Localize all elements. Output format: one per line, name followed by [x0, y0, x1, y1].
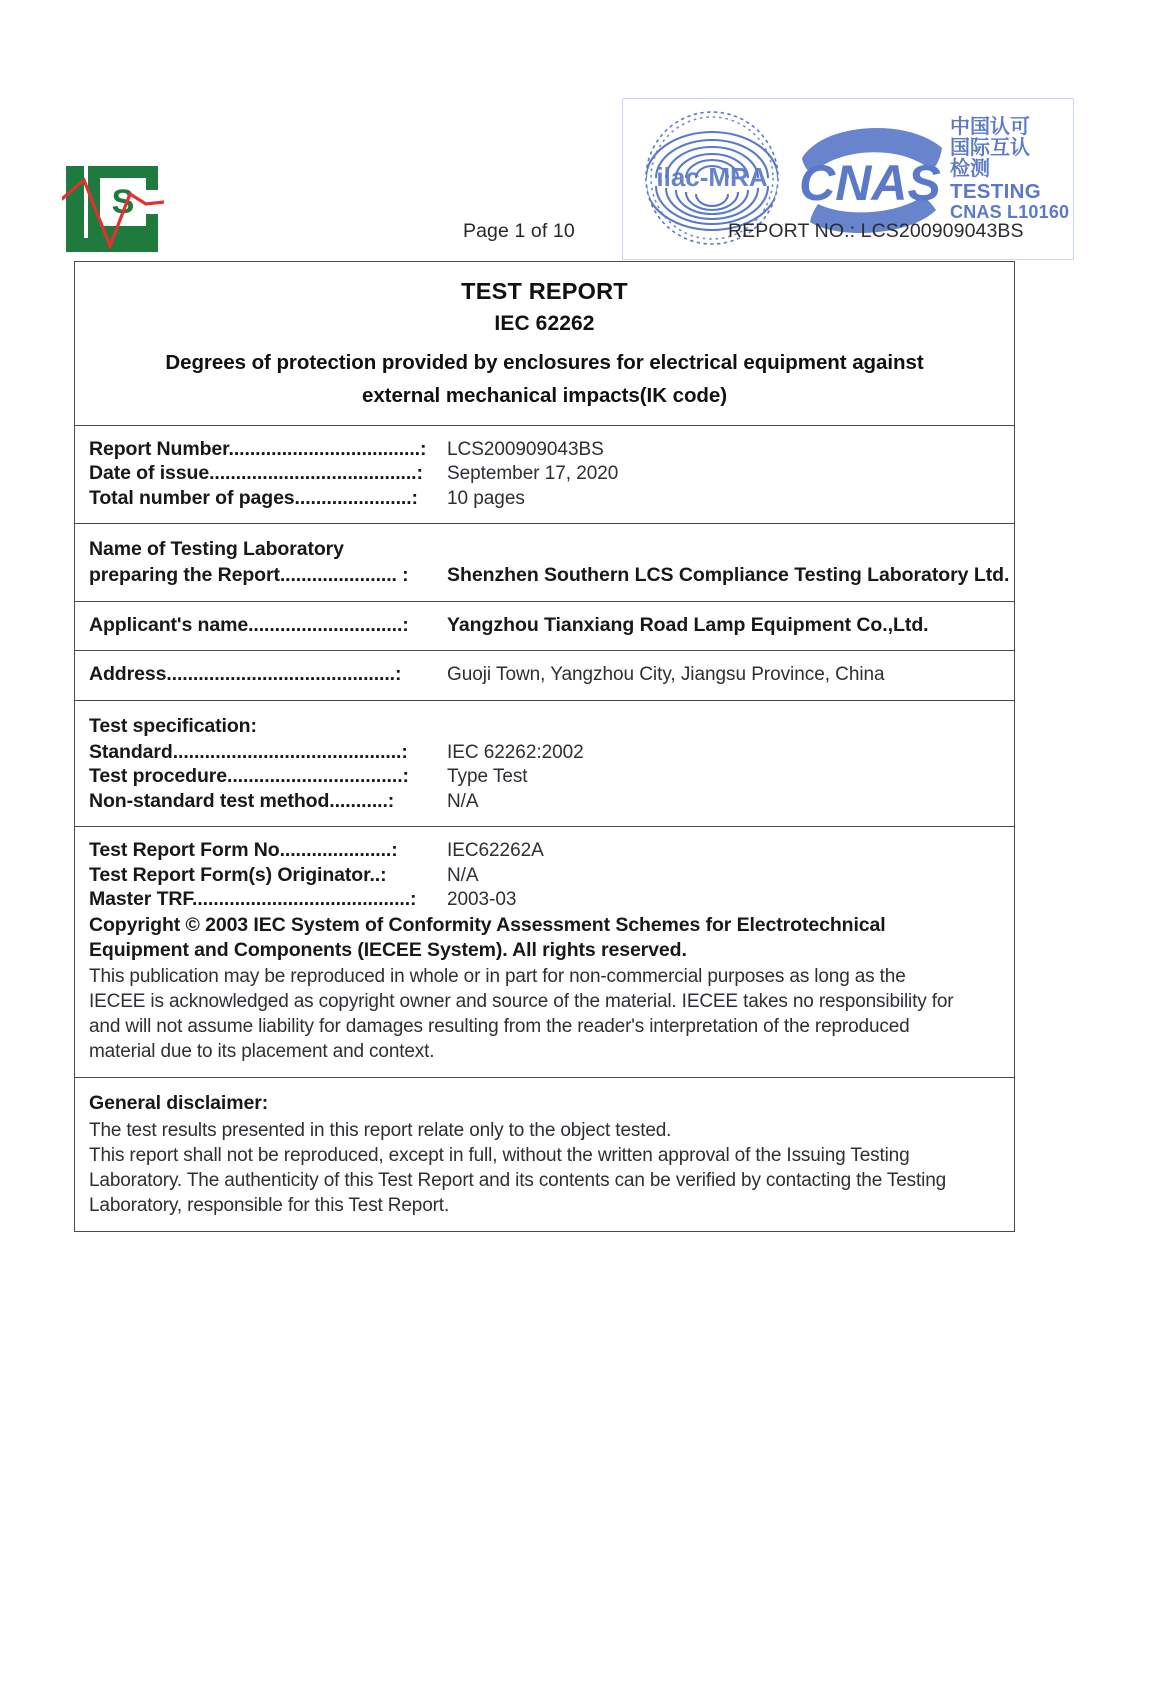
cnas-cn-line-2: 国际互认 [950, 135, 1030, 160]
table-row [75, 665, 1014, 685]
report-title-section [75, 262, 1014, 426]
table-row [75, 890, 1014, 910]
address-value: Guoji Town, Yangzhou City, Jiangsu Province, China [447, 664, 885, 686]
disclaimer-line-3: Laboratory. The authenticity of this Test Report and its contents can be verified by contacting the Testing [89, 1169, 947, 1191]
test-report-form-no-value: IEC62262A [447, 840, 544, 862]
svg-text:S: S [111, 183, 135, 221]
copyright-paragraph-line-2: IECEE is acknowledged as copyright owner and source of the material. IECEE takes no responsibility for [89, 990, 954, 1012]
copyright-line-1: Copyright © 2003 IEC System of Conformity Assessment Schemes for Electrotechnical [89, 913, 886, 936]
table-row [75, 486, 1014, 509]
disclaimer-line-1: The test results presented in this report relate only to the object tested. [89, 1119, 672, 1141]
copyright-paragraph-line-4: material due to its placement and context. [89, 1040, 435, 1062]
table-row [75, 566, 1014, 586]
disclaimer-line-4: Laboratory, responsible for this Test Report. [89, 1194, 450, 1216]
general-disclaimer-section [75, 1078, 1014, 1231]
ilac-mra-text: ilac-MRA [656, 162, 768, 192]
preparing-report-value: Shenzhen Southern LCS Compliance Testing Laboratory Ltd. [447, 564, 1010, 587]
table-row [75, 613, 1014, 636]
cnas-testing-label: TESTING [950, 179, 1041, 203]
cnas-cn-line-3: 检测 [950, 156, 990, 181]
testing-laboratory-section [75, 524, 1014, 602]
applicant-section [75, 602, 1014, 652]
address-section [75, 651, 1014, 701]
page-title: TEST REPORT [461, 278, 628, 304]
cnas-cn-line-1: 中国认可 [950, 114, 1030, 138]
testing-laboratory-heading: Name of Testing Laboratory [89, 538, 344, 561]
page-indicator: Page 1 of 10 [463, 220, 575, 242]
address-label: Address...........................................: [89, 663, 402, 686]
test-specification-section [75, 701, 1014, 828]
test-specification-heading: Test specification: [89, 714, 257, 737]
cnas-text-block [950, 116, 1072, 222]
cnas-wordmark: CNAS [799, 155, 941, 211]
report-number-value: LCS200909043BS [447, 438, 604, 460]
standard-description-line-2: external mechanical impacts(IK code) [361, 383, 728, 407]
copyright-line-2: Equipment and Components (IECEE System). All rights reserved. [89, 939, 687, 962]
test-report-form-no-label: Test Report Form No.....................: [89, 839, 398, 862]
standard-value: IEC 62262:2002 [447, 741, 584, 763]
standard-label: Standard...........................................: [89, 740, 408, 763]
general-disclaimer-heading: General disclaimer: [89, 1091, 269, 1114]
applicant-name-value: Yangzhou Tianxiang Road Lamp Equipment Co.,Ltd. [447, 613, 929, 636]
master-trf-label: Master TRF.........................................: [89, 888, 417, 911]
table-row [75, 464, 1014, 484]
table-row [75, 740, 1014, 763]
table-row [75, 437, 1014, 460]
date-of-issue-value: September 17, 2020 [447, 463, 619, 485]
standard-title: IEC 62262 [494, 312, 595, 336]
lcs-logo-icon [62, 160, 164, 252]
test-procedure-label: Test procedure.................................: [89, 765, 409, 788]
test-report-table [74, 261, 1015, 1232]
header-report-number: REPORT NO.: LCS200909043BS [728, 220, 1024, 242]
cnas-accreditation-number: CNAS L10160 [950, 202, 1070, 223]
total-pages-label: Total number of pages......................: [89, 486, 418, 509]
form-and-copyright-section [75, 827, 1014, 1078]
table-row [75, 841, 1014, 861]
test-report-form-originator-value: N/A [447, 864, 479, 886]
test-report-form-originator-label: Test Report Form(s) Originator..: [89, 863, 387, 886]
non-standard-test-method-value: N/A [447, 790, 479, 812]
table-row [75, 767, 1014, 787]
table-row [75, 863, 1014, 886]
master-trf-value: 2003-03 [447, 889, 517, 911]
copyright-paragraph-line-3: and will not assume liability for damages resulting from the reader's interpretation of the reproduced [89, 1015, 910, 1037]
non-standard-test-method-label: Non-standard test method...........: [89, 789, 395, 812]
standard-description-line-1: Degrees of protection provided by enclosures for electrical equipment against [165, 350, 924, 374]
date-of-issue-label: Date of issue.......................................: [89, 462, 423, 485]
disclaimer-line-2: This report shall not be reproduced, except in full, without the written approval of the Issuing Testing [89, 1144, 910, 1166]
table-row [75, 789, 1014, 812]
preparing-report-label: preparing the Report...................... : [89, 564, 409, 587]
page-header [0, 0, 1164, 262]
report-number-label: Report Number....................................: [89, 437, 427, 460]
test-procedure-value: Type Test [447, 766, 528, 788]
report-info-section [75, 426, 1014, 525]
total-pages-value: 10 pages [447, 487, 525, 509]
copyright-paragraph-line-1: This publication may be reproduced in whole or in part for non-commercial purposes as long as the [89, 965, 906, 987]
applicant-name-label: Applicant's name.............................: [89, 613, 409, 636]
